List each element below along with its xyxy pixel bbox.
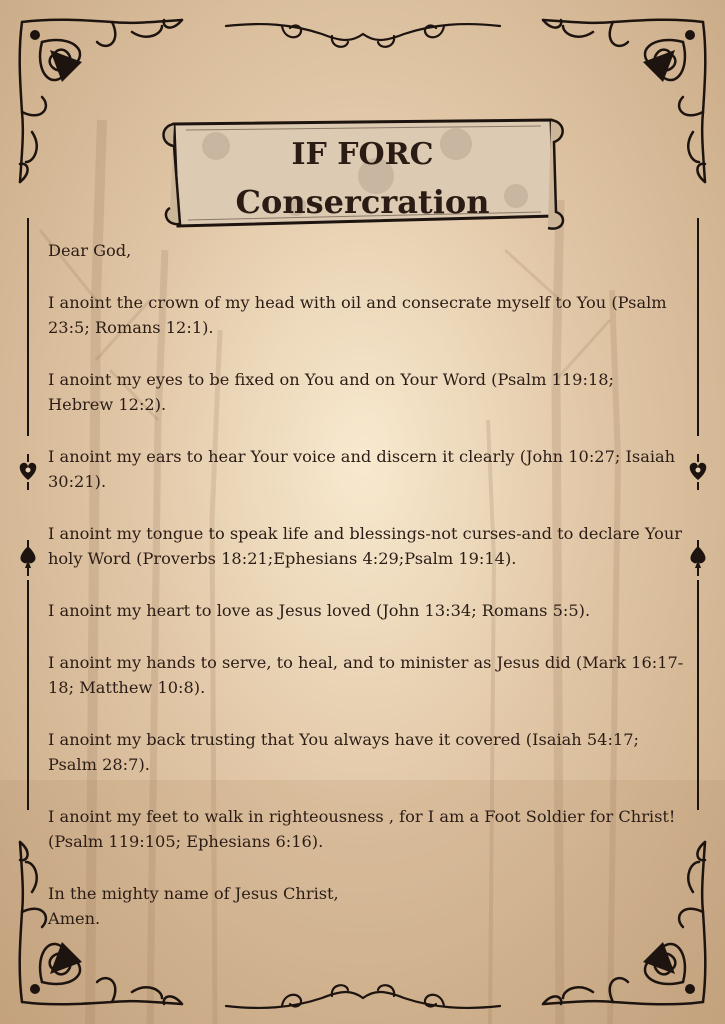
paragraph: I anoint my tongue to speak life and blessings-not curses-and to declare Your holy Word (Proverbs 18:21;Ephesians 4:29;Psalm 19:14). <box>48 524 683 568</box>
paragraph: I anoint my ears to hear Your voice and discern it clearly (John 10:27; Isaiah 30:21). <box>48 447 676 491</box>
swirl-divider-icon <box>222 978 504 1018</box>
heart-ornament-icon <box>16 452 40 492</box>
right-border-line <box>697 218 699 436</box>
letter-body <box>48 238 684 931</box>
closing-line: In the mighty name of Jesus Christ, <box>48 884 339 903</box>
paragraph: I anoint my feet to walk in righteousness , for I am a Foot Soldier for Christ! (Psalm 119:105; Ephesians 6:16). <box>48 807 676 851</box>
paragraph: I anoint my eyes to be fixed on You and on Your Word (Psalm 119:18; Hebrew 12:2). <box>48 370 614 414</box>
left-border-line <box>27 580 29 810</box>
paragraph: I anoint my heart to love as Jesus loved (John 13:34; Romans 5:5). <box>48 601 591 620</box>
right-border-line <box>697 580 699 810</box>
title-line-2: Consercration <box>235 183 490 221</box>
swirl-divider-icon <box>222 14 504 54</box>
paragraph: I anoint the crown of my head with oil and consecrate myself to You (Psalm 23:5; Romans 12:1). <box>48 293 667 337</box>
paragraph: I anoint my back trusting that You always have it covered (Isaiah 54:17; Psalm 28:7). <box>48 730 639 774</box>
spade-ornament-icon <box>16 538 40 578</box>
closing-amen: Amen. <box>48 909 101 928</box>
spade-ornament-icon <box>686 538 710 578</box>
title-line-1: IF FORC <box>291 137 434 172</box>
salutation: Dear God, <box>48 241 132 260</box>
left-border-line <box>27 218 29 436</box>
paragraph: I anoint my hands to serve, to heal, and to minister as Jesus did (Mark 16:17-18; Matthew 10:8). <box>48 653 684 697</box>
heart-ornament-icon <box>686 452 710 492</box>
